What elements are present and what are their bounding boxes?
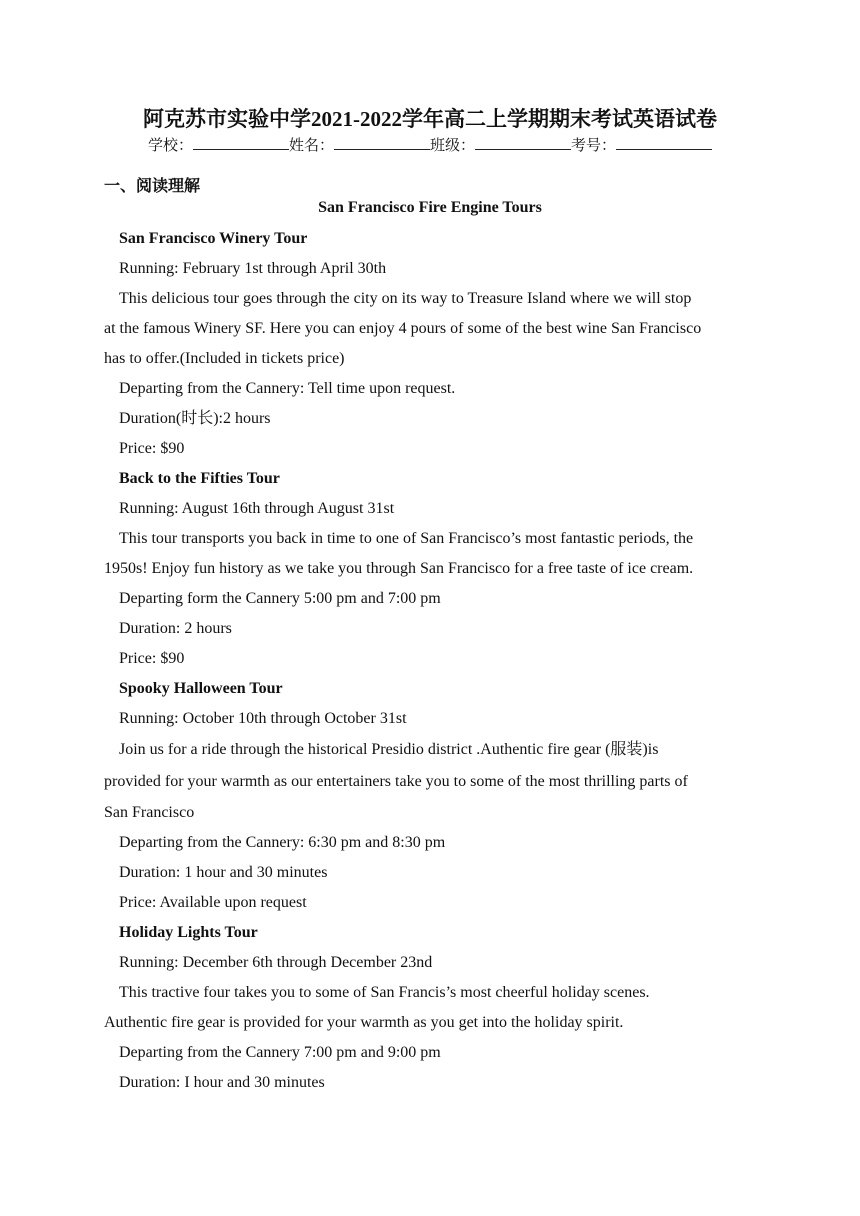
tour-price: Price: Available upon request [119, 894, 307, 911]
tour-desc-line: This tour transports you back in time to one of San Francisco’s most fantastic periods, the [119, 530, 694, 547]
tour-running: Running: February 1st through April 30th [119, 260, 387, 277]
tour-duration: Duration: I hour and 30 minutes [119, 1074, 325, 1091]
tour-desc-line: This tractive four takes you to some of San Francis’s most cheerful holiday scenes. [119, 984, 650, 1001]
tour-duration: Duration: 2 hours [119, 620, 232, 637]
tour-name: Back to the Fifties Tour [119, 470, 280, 487]
tour-departing: Departing from the Cannery: Tell time upon request. [119, 380, 456, 397]
exam-number-blank [616, 134, 712, 150]
school-label: 学校： [147, 138, 193, 154]
passage-title: San Francisco Fire Engine Tours [318, 199, 542, 216]
tour-name: San Francisco Winery Tour [119, 230, 308, 247]
tour-departing: Departing form the Cannery 5:00 pm and 7:00 pm [119, 590, 441, 607]
tour-desc-line: provided for your warmth as our entertainers take you to some of the most thrilling parts of [104, 773, 688, 790]
tour-name: Holiday Lights Tour [119, 924, 258, 941]
tour-duration: Duration: 1 hour and 30 minutes [119, 864, 328, 881]
tour-departing: Departing from the Cannery: 6:30 pm and 8:30 pm [119, 834, 446, 851]
exam-title: 阿克苏市实验中学2021-2022学年高二上学期期末考试英语试卷 [143, 107, 717, 131]
school-blank [193, 134, 289, 150]
passage-body [104, 224, 756, 1098]
tour-running: Running: December 6th through December 23nd [119, 954, 433, 971]
student-info-line [0, 134, 860, 157]
tour-desc-line: 1950s! Enjoy fun history as we take you through San Francisco for a free taste of ice cream. [104, 560, 694, 577]
exam-number-label: 考号： [571, 138, 617, 154]
tour-desc-line: Authentic fire gear is provided for your warmth as you get into the holiday spirit. [104, 1014, 624, 1031]
section-heading: 一、阅读理解 [104, 176, 201, 195]
tour-desc-line: San Francisco [104, 804, 195, 821]
tour-desc-line: at the famous Winery SF. Here you can enjoy 4 pours of some of the best wine San Francisco [104, 320, 702, 337]
tour-desc-line: Join us for a ride through the historical Presidio district .Authentic fire gear (服装)is [119, 741, 659, 758]
tour-price: Price: $90 [119, 650, 185, 667]
name-label: 姓名： [288, 138, 334, 154]
tour-duration: Duration(时长):2 hours [119, 410, 271, 427]
tour-price: Price: $90 [119, 440, 185, 457]
tour-running: Running: August 16th through August 31st [119, 500, 395, 517]
class-blank [475, 134, 571, 150]
class-label: 班级： [430, 138, 476, 154]
tour-name: Spooky Halloween Tour [119, 680, 283, 697]
tour-running: Running: October 10th through October 31st [119, 710, 407, 727]
tour-desc-line: has to offer.(Included in tickets price) [104, 350, 345, 367]
name-blank [334, 134, 430, 150]
tour-desc-line: This delicious tour goes through the city on its way to Treasure Island where we will stop [119, 290, 692, 307]
tour-departing: Departing from the Cannery 7:00 pm and 9:00 pm [119, 1044, 441, 1061]
